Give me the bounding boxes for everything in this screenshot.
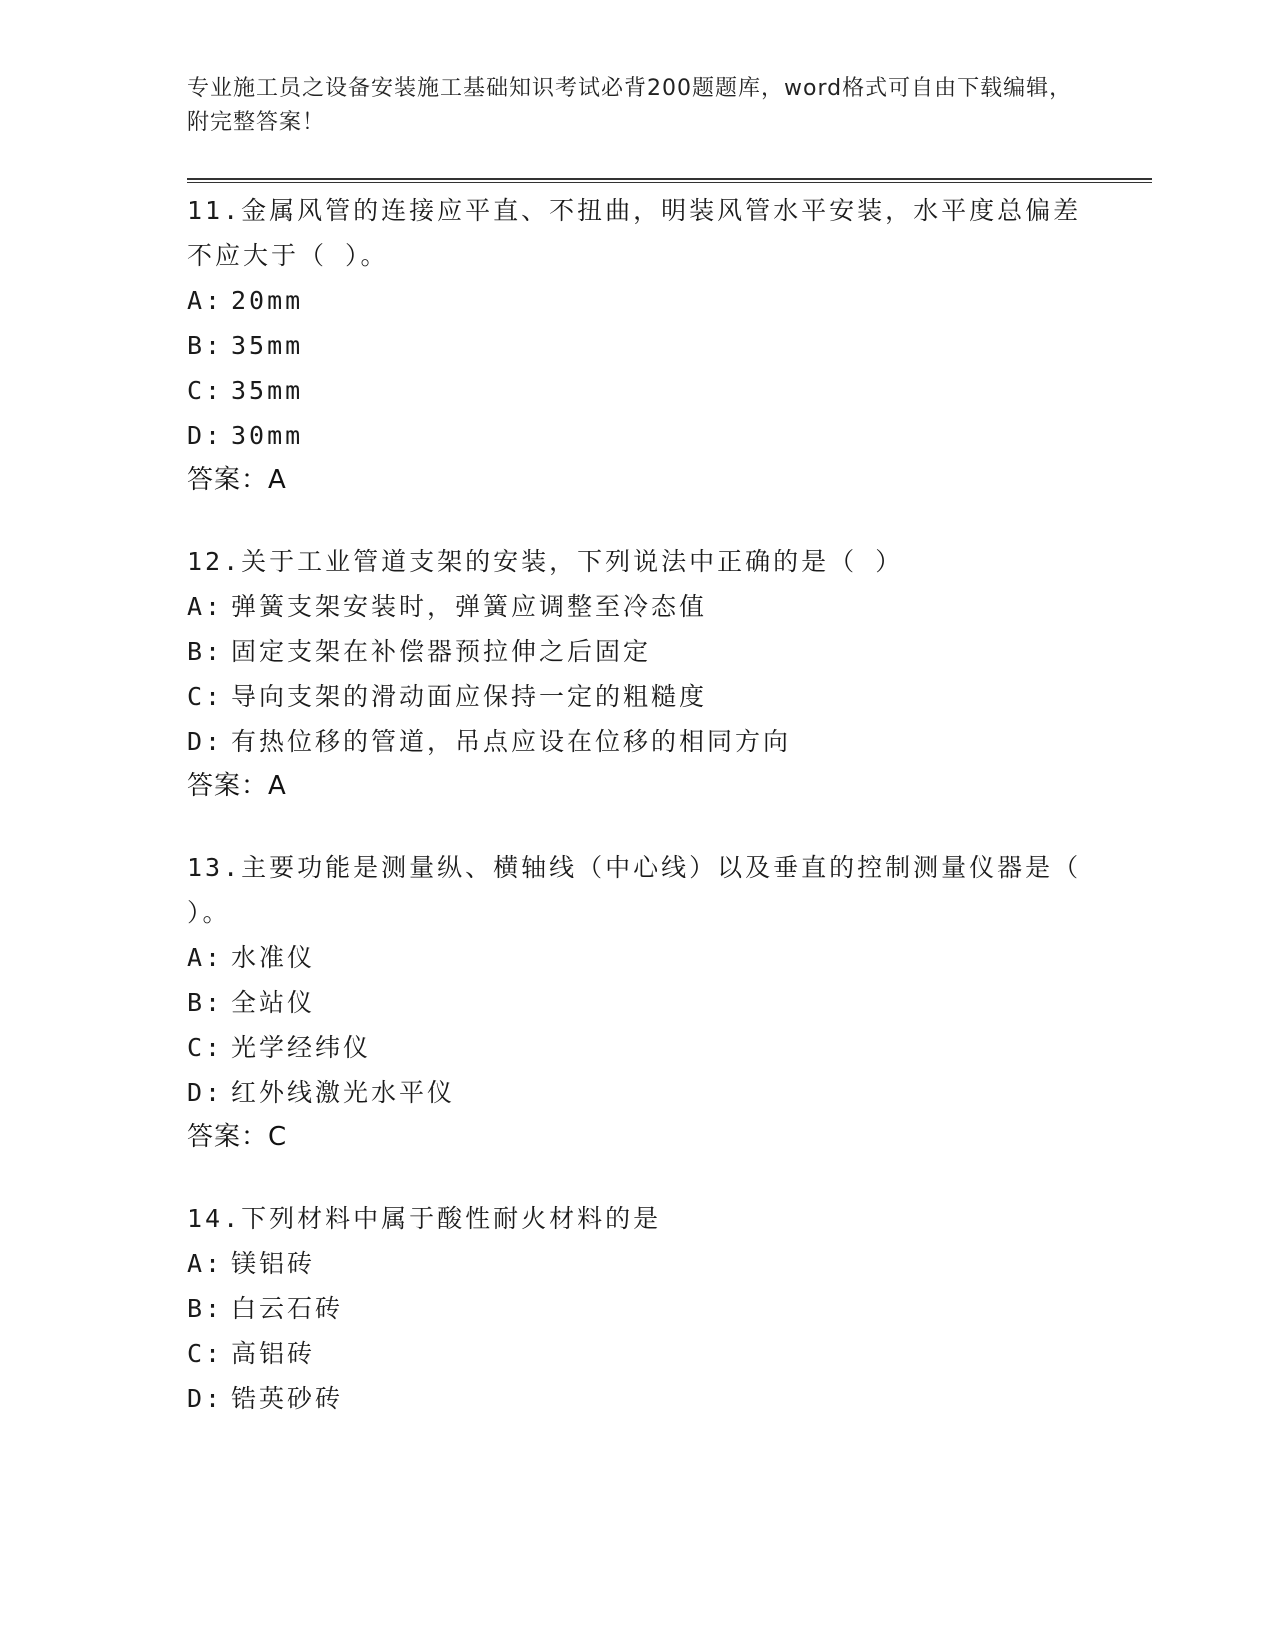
- option-text: 有热位移的管道，吊点应设在位移的相同方向: [231, 727, 792, 756]
- option-b: [187, 980, 1107, 1025]
- option-a: [187, 584, 1107, 629]
- question-list: [187, 188, 1107, 1457]
- option-key: D:: [187, 421, 224, 450]
- option-text: 弹簧支架安装时，弹簧应调整至冷态值: [231, 592, 708, 621]
- option-key: A:: [187, 286, 224, 315]
- option-d: [187, 1376, 1107, 1421]
- document-header: [187, 72, 1087, 140]
- option-b: [187, 323, 1107, 368]
- question-answer: 答案：A: [187, 771, 287, 801]
- question-11: [187, 188, 1107, 503]
- option-c: [187, 1025, 1107, 1070]
- option-key: B:: [187, 331, 224, 360]
- option-d: [187, 1070, 1107, 1115]
- option-text: 光学经纬仪: [231, 1033, 372, 1062]
- option-key: D:: [187, 1384, 224, 1413]
- option-a: [187, 1241, 1107, 1286]
- option-a: [187, 935, 1107, 980]
- option-key: B:: [187, 1294, 224, 1323]
- option-text: 20mm: [231, 286, 304, 315]
- option-key: B:: [187, 988, 224, 1017]
- option-key: A:: [187, 943, 224, 972]
- question-14: [187, 1196, 1107, 1421]
- option-key: D:: [187, 727, 224, 756]
- question-answer: 答案：A: [187, 465, 287, 495]
- question-12: [187, 539, 1107, 809]
- option-text: 35mm: [231, 376, 304, 405]
- option-d: [187, 413, 1107, 458]
- option-c: [187, 674, 1107, 719]
- option-key: C:: [187, 682, 224, 711]
- option-text: 水准仪: [231, 943, 316, 972]
- question-stem: 11.金属风管的连接应平直、不扭曲，明装风管水平安装，水平度总偏差不应大于（ ）。: [187, 196, 1082, 270]
- option-text: 白云石砖: [231, 1294, 344, 1323]
- option-text: 导向支架的滑动面应保持一定的粗糙度: [231, 682, 708, 711]
- option-key: D:: [187, 1078, 224, 1107]
- question-stem: 12.关于工业管道支架的安装，下列说法中正确的是（ ）: [187, 547, 904, 576]
- header-divider: [187, 178, 1152, 183]
- option-text: 30mm: [231, 421, 304, 450]
- option-c: [187, 368, 1107, 413]
- option-text: 固定支架在补偿器预拉伸之后固定: [231, 637, 652, 666]
- option-a: [187, 278, 1107, 323]
- option-key: A:: [187, 1249, 224, 1278]
- option-b: [187, 629, 1107, 674]
- option-key: A:: [187, 592, 224, 621]
- option-c: [187, 1331, 1107, 1376]
- option-key: C:: [187, 1033, 224, 1062]
- option-text: 红外线激光水平仪: [231, 1078, 456, 1107]
- option-key: C:: [187, 1339, 224, 1368]
- option-key: B:: [187, 637, 224, 666]
- option-key: C:: [187, 376, 224, 405]
- option-d: [187, 719, 1107, 764]
- question-stem: 13.主要功能是测量纵、横轴线（中心线）以及垂直的控制测量仪器是（ ）。: [187, 853, 1082, 927]
- option-text: 全站仪: [231, 988, 316, 1017]
- question-answer: 答案：C: [187, 1122, 288, 1152]
- option-text: 35mm: [231, 331, 304, 360]
- document-title: 专业施工员之设备安装施工基础知识考试必背200题题库，word格式可自由下载编辑，附完整答案！: [187, 76, 1073, 135]
- question-13: [187, 845, 1107, 1160]
- option-text: 锆英砂砖: [231, 1384, 344, 1413]
- option-text: 高铝砖: [231, 1339, 316, 1368]
- option-b: [187, 1286, 1107, 1331]
- option-text: 镁铝砖: [231, 1249, 316, 1278]
- question-stem: 14.下列材料中属于酸性耐火材料的是: [187, 1204, 662, 1233]
